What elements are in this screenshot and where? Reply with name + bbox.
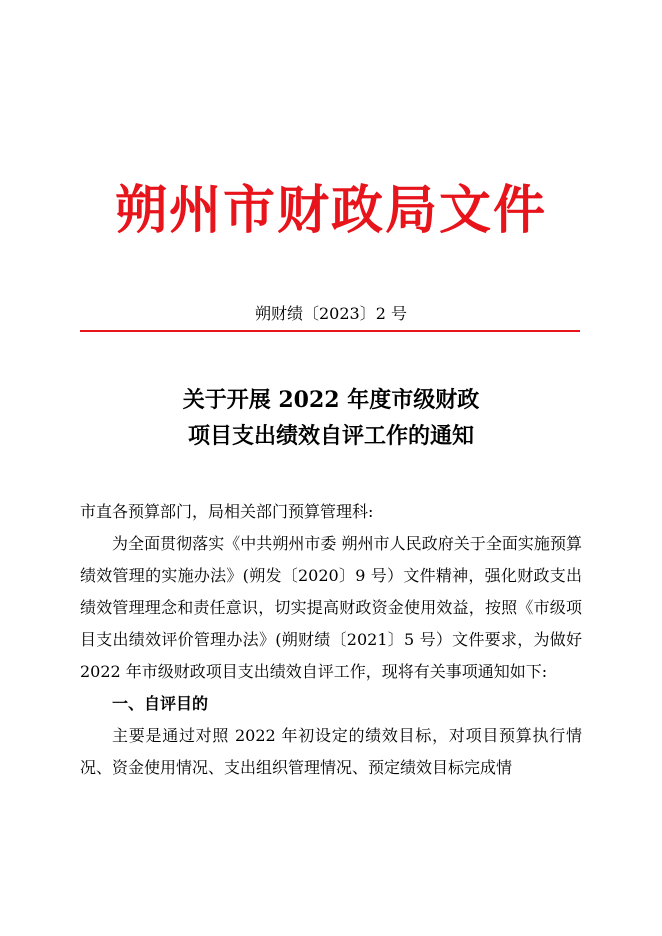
agency-header-title: 朔州市财政局文件: [114, 180, 547, 241]
document-number: 朔财绩〔2023〕2 号: [255, 304, 407, 323]
salutation: 市直各预算部门，局相关部门预算管理科:: [80, 502, 374, 521]
paragraph-purpose: 主要是通过对照 2022 年初设定的绩效目标，对项目预算执行情况、资金使用情况、支出组织管理情况、预定绩效目标完成情: [80, 726, 582, 777]
document-title-line-1: 关于开展 2022 年度市级财政: [182, 387, 480, 413]
document-title-line-2: 项目支出绩效自评工作的通知: [187, 423, 474, 449]
section-heading-1: 一、自评目的: [112, 694, 209, 713]
paragraph-intro: 为全面贯彻落实《中共朔州市委 朔州市人民政府关于全面实施预算绩效管理的实施办法》(朔发〔2020〕9 号）文件精神，强化财政支出绩效管理理念和责任意识，切实提高财政资金使用效益，按照《市级项目支出绩效评价管理办法》(朔财绩〔2021〕5 号）文件要求，为做好 2022 年市级财政项目支出绩效自评工作，现将有关事项通知如下:: [80, 534, 582, 681]
document-title: [0, 382, 662, 454]
document-body: [80, 496, 582, 784]
red-divider-line: [80, 330, 580, 332]
